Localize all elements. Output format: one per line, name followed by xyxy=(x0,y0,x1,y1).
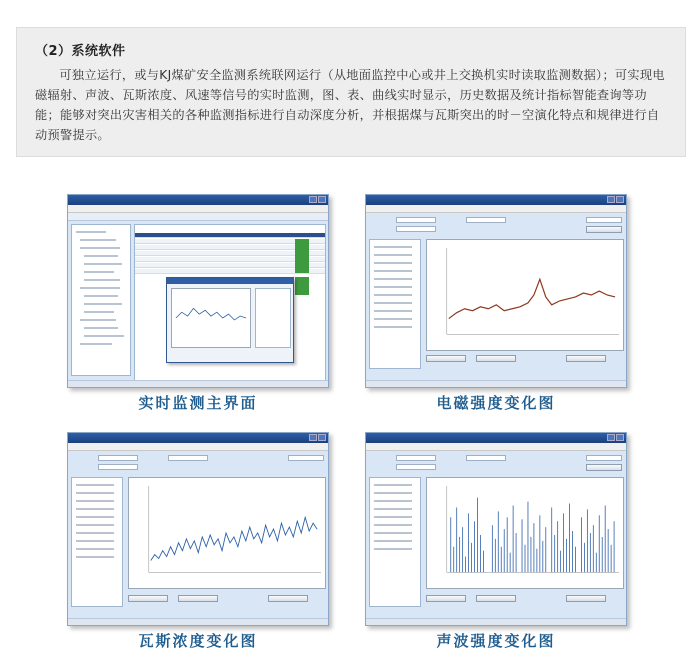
em-series-line xyxy=(449,279,615,318)
window-menubar xyxy=(68,443,328,451)
realtime-info-panel xyxy=(255,288,291,348)
window-menubar xyxy=(68,205,328,213)
window-titlebar xyxy=(68,433,328,443)
gas-concentration-screenshot xyxy=(67,432,329,626)
window-statusbar xyxy=(68,618,328,625)
caption-realtime: 实时监测主界面 xyxy=(138,394,258,412)
window-titlebar xyxy=(366,433,626,443)
sensor-list-panel xyxy=(71,477,123,607)
sound-series-bars xyxy=(451,498,614,573)
caption-sound: 声波强度变化图 xyxy=(436,632,556,650)
window-statusbar xyxy=(366,618,626,625)
sensor-list-panel xyxy=(369,477,421,607)
section-heading: （2）系统软件 xyxy=(35,44,126,59)
sound-intensity-screenshot xyxy=(365,432,627,626)
realtime-curve xyxy=(172,289,250,347)
window-statusbar xyxy=(366,380,626,387)
sensor-tree-panel xyxy=(71,224,131,376)
em-intensity-screenshot xyxy=(365,194,627,388)
sensor-list-panel xyxy=(369,239,421,369)
section-body: 可独立运行，或与KJ煤矿安全监测系统联网运行（从地面监控中心或井上交换机实时读取监测数据）；可实现电磁辐射、声波、瓦斯浓度、风速等信号的实时监测，图、表、曲线实时显示，历史数据及统计指标智能查询等功能；能够对突出灾害相关的各种监测指标进行自动深度分析，并根据煤与瓦斯突出的时－空演化特点和规律进行自动预警提示。 xyxy=(35,68,665,142)
window-menubar xyxy=(366,443,626,451)
window-statusbar xyxy=(68,380,328,387)
realtime-curve-popup xyxy=(166,277,294,363)
intro-panel xyxy=(16,27,686,157)
sound-chart xyxy=(426,477,624,589)
caption-em: 电磁强度变化图 xyxy=(436,394,556,412)
window-titlebar xyxy=(68,195,328,205)
gas-series-line xyxy=(151,517,317,560)
realtime-main-screenshot xyxy=(67,194,329,388)
gas-chart xyxy=(128,477,326,589)
caption-gas: 瓦斯浓度变化图 xyxy=(138,632,258,650)
window-titlebar xyxy=(366,195,626,205)
window-toolbar xyxy=(68,213,328,221)
em-chart xyxy=(426,239,624,351)
window-menubar xyxy=(366,205,626,213)
